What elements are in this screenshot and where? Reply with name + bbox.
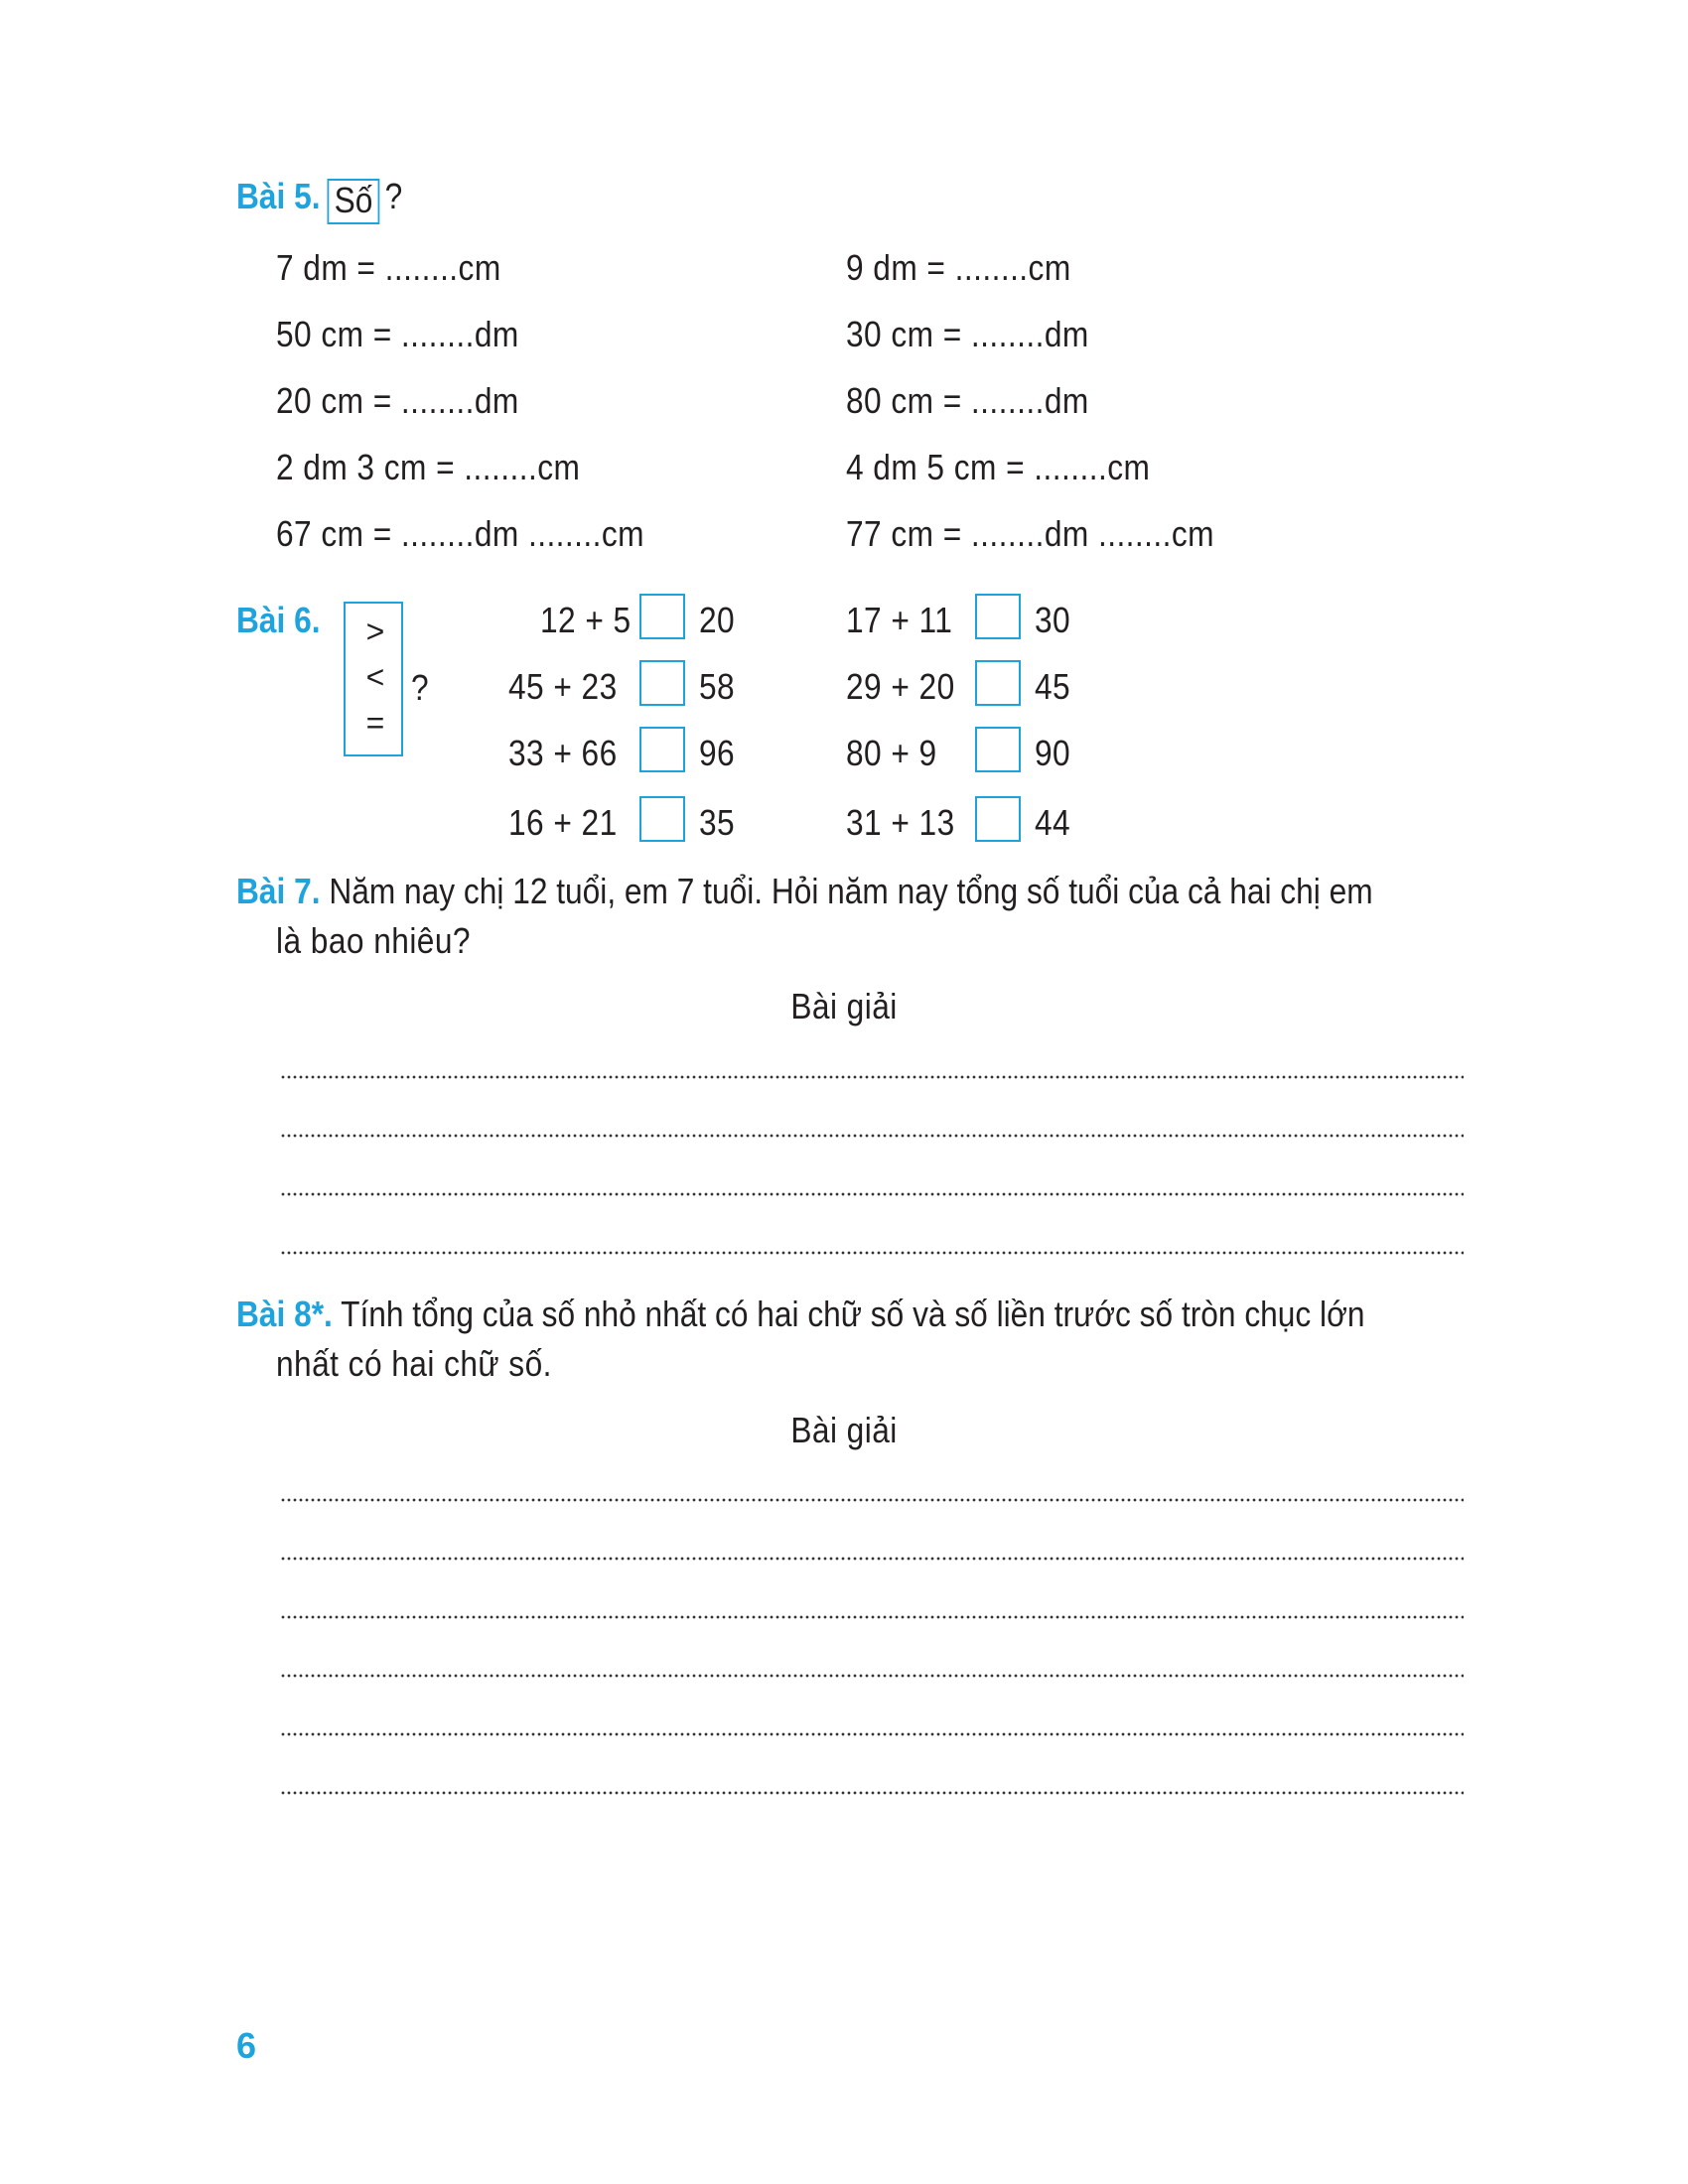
bai6-left-value-3: 96: [699, 733, 736, 773]
bai6-left-expr-1: 12 + 5: [540, 600, 632, 640]
bai7-line-1: [236, 871, 1373, 911]
answer-line[interactable]: [280, 1557, 1464, 1561]
bai6-right-expr-2: 29 + 20: [846, 666, 955, 707]
bai5-right-4: 4 dm 5 cm = ........cm: [846, 447, 1151, 487]
greater-than-sign: >: [365, 614, 385, 649]
answer-box[interactable]: [639, 727, 685, 772]
answer-box[interactable]: [639, 660, 685, 706]
answer-line[interactable]: [280, 1251, 1464, 1255]
answer-line[interactable]: [280, 1615, 1464, 1619]
bai7-label: Bài 7.: [236, 871, 321, 911]
so-box-text: Số: [334, 180, 373, 220]
bai8-text-2: nhất có hai chữ số.: [276, 1343, 552, 1384]
bai8-text-1: Tính tổng của số nhỏ nhất có hai chữ số và số liền trước số tròn chục lớn: [341, 1294, 1365, 1334]
equals-sign: =: [365, 705, 385, 741]
answer-box[interactable]: [975, 594, 1021, 639]
answer-line[interactable]: [280, 1732, 1464, 1736]
bai5-right-5: 77 cm = ........dm ........cm: [846, 513, 1215, 554]
bai6-right-expr-4: 31 + 13: [846, 802, 955, 843]
bai7-text-2: là bao nhiêu?: [276, 920, 471, 961]
bai5-right-1: 9 dm = ........cm: [846, 247, 1071, 288]
bai8-solution-title: [0, 1410, 1688, 1450]
bai7-text-1: Năm nay chị 12 tuổi, em 7 tuổi. Hỏi năm nay tổng số tuổi của cả hai chị em: [329, 871, 1373, 911]
bai5-left-4: 2 dm 3 cm = ........cm: [276, 447, 581, 487]
answer-line[interactable]: [280, 1192, 1464, 1196]
bai5-question-mark: ?: [384, 176, 403, 216]
bai8-solution-title-text: Bài giải: [790, 1410, 898, 1450]
bai5-right-2: 30 cm = ........dm: [846, 314, 1089, 354]
answer-line[interactable]: [280, 1134, 1464, 1138]
bai6-right-expr-3: 80 + 9: [846, 733, 937, 773]
bai8-line-1: [236, 1294, 1365, 1334]
bai6-left-value-1: 20: [699, 600, 736, 640]
bai6-left-expr-2: 45 + 23: [508, 666, 618, 707]
bai5-heading: [236, 176, 403, 224]
bai6-right-expr-1: 17 + 11: [846, 600, 953, 640]
bai6-left-expr-3: 33 + 66: [508, 733, 618, 773]
bai7-solution-title-text: Bài giải: [790, 986, 898, 1026]
bai5-label: Bài 5.: [236, 176, 321, 216]
answer-box[interactable]: [975, 727, 1021, 772]
bai6-label: Bài 6.: [236, 600, 321, 640]
bai5-right-3: 80 cm = ........dm: [846, 380, 1089, 421]
so-box: [328, 179, 380, 224]
answer-line[interactable]: [280, 1674, 1464, 1678]
bai6-question-mark: ?: [411, 667, 430, 708]
answer-box[interactable]: [639, 594, 685, 639]
answer-line[interactable]: [280, 1498, 1464, 1502]
bai6-left-expr-4: 16 + 21: [508, 802, 618, 843]
answer-box[interactable]: [975, 796, 1021, 842]
bai6-right-value-4: 44: [1035, 802, 1071, 843]
answer-line[interactable]: [280, 1791, 1464, 1795]
bai6-right-value-1: 30: [1035, 600, 1071, 640]
less-than-sign: <: [365, 659, 385, 695]
answer-box[interactable]: [975, 660, 1021, 706]
bai5-left-3: 20 cm = ........dm: [276, 380, 519, 421]
bai6-right-value-3: 90: [1035, 733, 1071, 773]
answer-line[interactable]: [280, 1075, 1464, 1079]
bai6-left-value-2: 58: [699, 666, 736, 707]
bai6-left-value-4: 35: [699, 802, 736, 843]
comparison-signs-box: [344, 602, 403, 756]
bai6-right-value-2: 45: [1035, 666, 1071, 707]
bai5-left-1: 7 dm = ........cm: [276, 247, 501, 288]
bai5-left-5: 67 cm = ........dm ........cm: [276, 513, 645, 554]
bai7-solution-title: [0, 986, 1688, 1026]
bai5-left-2: 50 cm = ........dm: [276, 314, 519, 354]
answer-box[interactable]: [639, 796, 685, 842]
bai8-label: Bài 8*.: [236, 1294, 333, 1334]
page-number: 6: [236, 2025, 257, 2066]
